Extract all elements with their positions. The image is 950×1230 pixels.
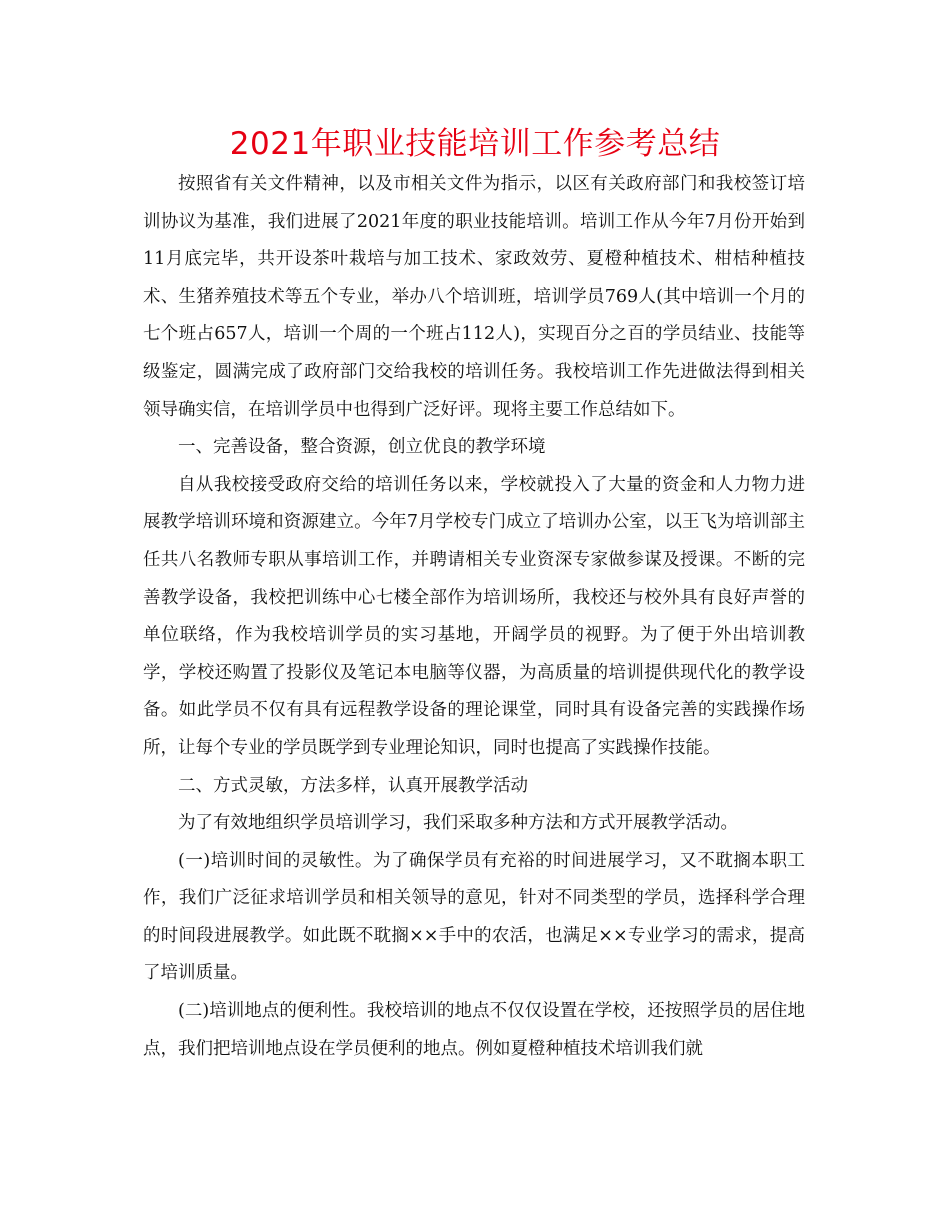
paragraph-section-1: 自从我校接受政府交给的培训任务以来，学校就投入了大量的资金和人力物力进展教学培训环境和资源建立。今年7月学校专门成立了培训办公室，以王飞为培训部主任共八名教师专职从事培训工作，并聘请相关专业资深专家做参谋及授课。不断的完善教学设备，我校把训练中心七楼全部作为培训场所，我校还与校外具有良好声誉的单位联络，作为我校培训学员的实习基地，开阔学员的视野。为了便于外出培训教学，学校还购置了投影仪及笔记本电脑等仪器，为高质量的培训提供现代化的教学设备。如此学员不仅有具有远程教学设备的理论课堂，同时具有设备完善的实践操作场所，让每个专业的学员既学到专业理论知识，同时也提高了实践操作技能。: [143, 474, 805, 758]
document-title: 2021年职业技能培训工作参考总结: [229, 126, 721, 162]
section-heading-1: 一、完善设备，整合资源，创立优良的教学环境: [178, 437, 546, 458]
document-body: [143, 166, 805, 1068]
paragraph-intro: 按照省有关文件精神，以及市相关文件为指示，以区有关政府部门和我校签订培训协议为基准，我们进展了2021年度的职业技能培训。培训工作从今年7月份开始到11月底完毕，共开设茶叶栽培与加工技术、家政效劳、夏橙种植技术、柑桔种植技术、生猪养殖技术等五个专业，举办八个培训班，培训学员769人(其中培训一个月的七个班占657人，培训一个周的一个班占112人)，实现百分之百的学员结业、技能等级鉴定，圆满完成了政府部门交给我校的培训任务。我校培训工作先进做法得到相关领导确实信，在培训学员中也得到广泛好评。现将主要工作总结如下。: [143, 174, 805, 420]
paragraph-training-time: (一)培训时间的灵敏性。为了确保学员有充裕的时间进展学习，又不耽搁本职工作，我们广泛征求培训学员和相关领导的意见，针对不同类型的学员，选择科学合理的时间段进展教学。如此既不耽搁××手中的农活，也满足××专业学习的需求，提高了培训质量。: [143, 850, 805, 984]
paragraph-training-location: (二)培训地点的便利性。我校培训的地点不仅仅设置在学校，还按照学员的居住地点，我们把培训地点设在学员便利的地点。例如夏橙种植技术培训我们就: [143, 1001, 805, 1059]
paragraph-section-2-intro: 为了有效地组织学员培训学习，我们采取多种方法和方式开展教学活动。: [178, 813, 738, 834]
section-heading-2: 二、方式灵敏，方法多样，认真开展教学活动: [178, 775, 528, 796]
